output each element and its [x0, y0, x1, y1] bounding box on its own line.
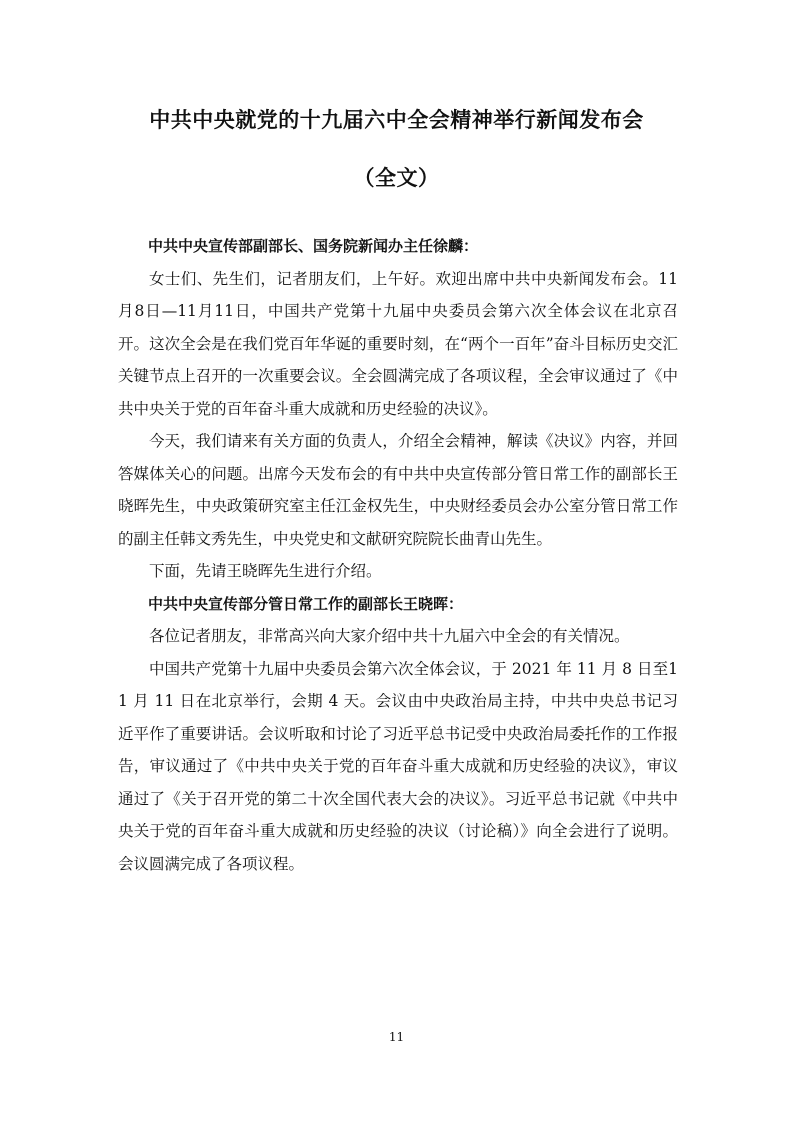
document-body — [118, 230, 678, 880]
body-paragraph: 女士们、先生们，记者朋友们，上午好。欢迎出席中共中央新闻发布会。11月8日—11月11日，中国共产党第十九届中央委员会第六次全体会议在北京召开。这次全会是在我们党百年华诞的重要时刻，在“两个一百年”奋斗目标历史交汇关键节点上召开的一次重要会议。全会圆满完成了各项议程，全会审议通过了《中共中央关于党的百年奋斗重大成就和历史经验的决议》。 — [118, 269, 678, 418]
speaker-heading: 中共中央宣传部分管日常工作的副部长王晓晖： — [148, 594, 464, 613]
body-paragraph: 下面，先请王晓晖先生进行介绍。 — [149, 562, 382, 580]
body-paragraph: 中国共产党第十九届中央委员会第六次全体会议，于 2021 年 11 月 8 日至11 月 11 日在北京举行，会期 4 天。会议由中央政治局主持，中共中央总书记习近平作了重要讲话。会议听取和讨论了习近平总书记受中央政治局委托作的工作报告，审议通过了《中共中央关于党的百年奋斗重大成就和历史经验的决议》，审议通过了《关于召开党的第二十次全国代表大会的决议》。习近平总书记就《中共中央关于党的百年奋斗重大成就和历史经验的决议（讨论稿）》向全会进行了说明。会议圆满完成了各项议程。 — [118, 659, 678, 873]
speaker-heading: 中共中央宣传部副部长、国务院新闻办主任徐麟： — [148, 237, 479, 255]
page-title: 中共中央就党的十九届六中全会精神举行新闻发布会 — [149, 108, 644, 132]
page-subtitle: （全文） — [353, 166, 440, 190]
body-paragraph: 各位记者朋友，非常高兴向大家介绍中共十九届六中全会的有关情况。 — [149, 627, 630, 645]
body-paragraph: 今天，我们请来有关方面的负责人，介绍全会精神，解读《决议》内容，并回答媒体关心的问题。出席今天发布会的有中共中央宣传部分管日常工作的副部长王晓晖先生，中央政策研究室主任江金权先生，中央财经委员会办公室分管日常工作的副主任韩文秀先生，中央党史和文献研究院院长曲青山先生。 — [118, 432, 678, 548]
page-number: 11 — [388, 1030, 405, 1044]
